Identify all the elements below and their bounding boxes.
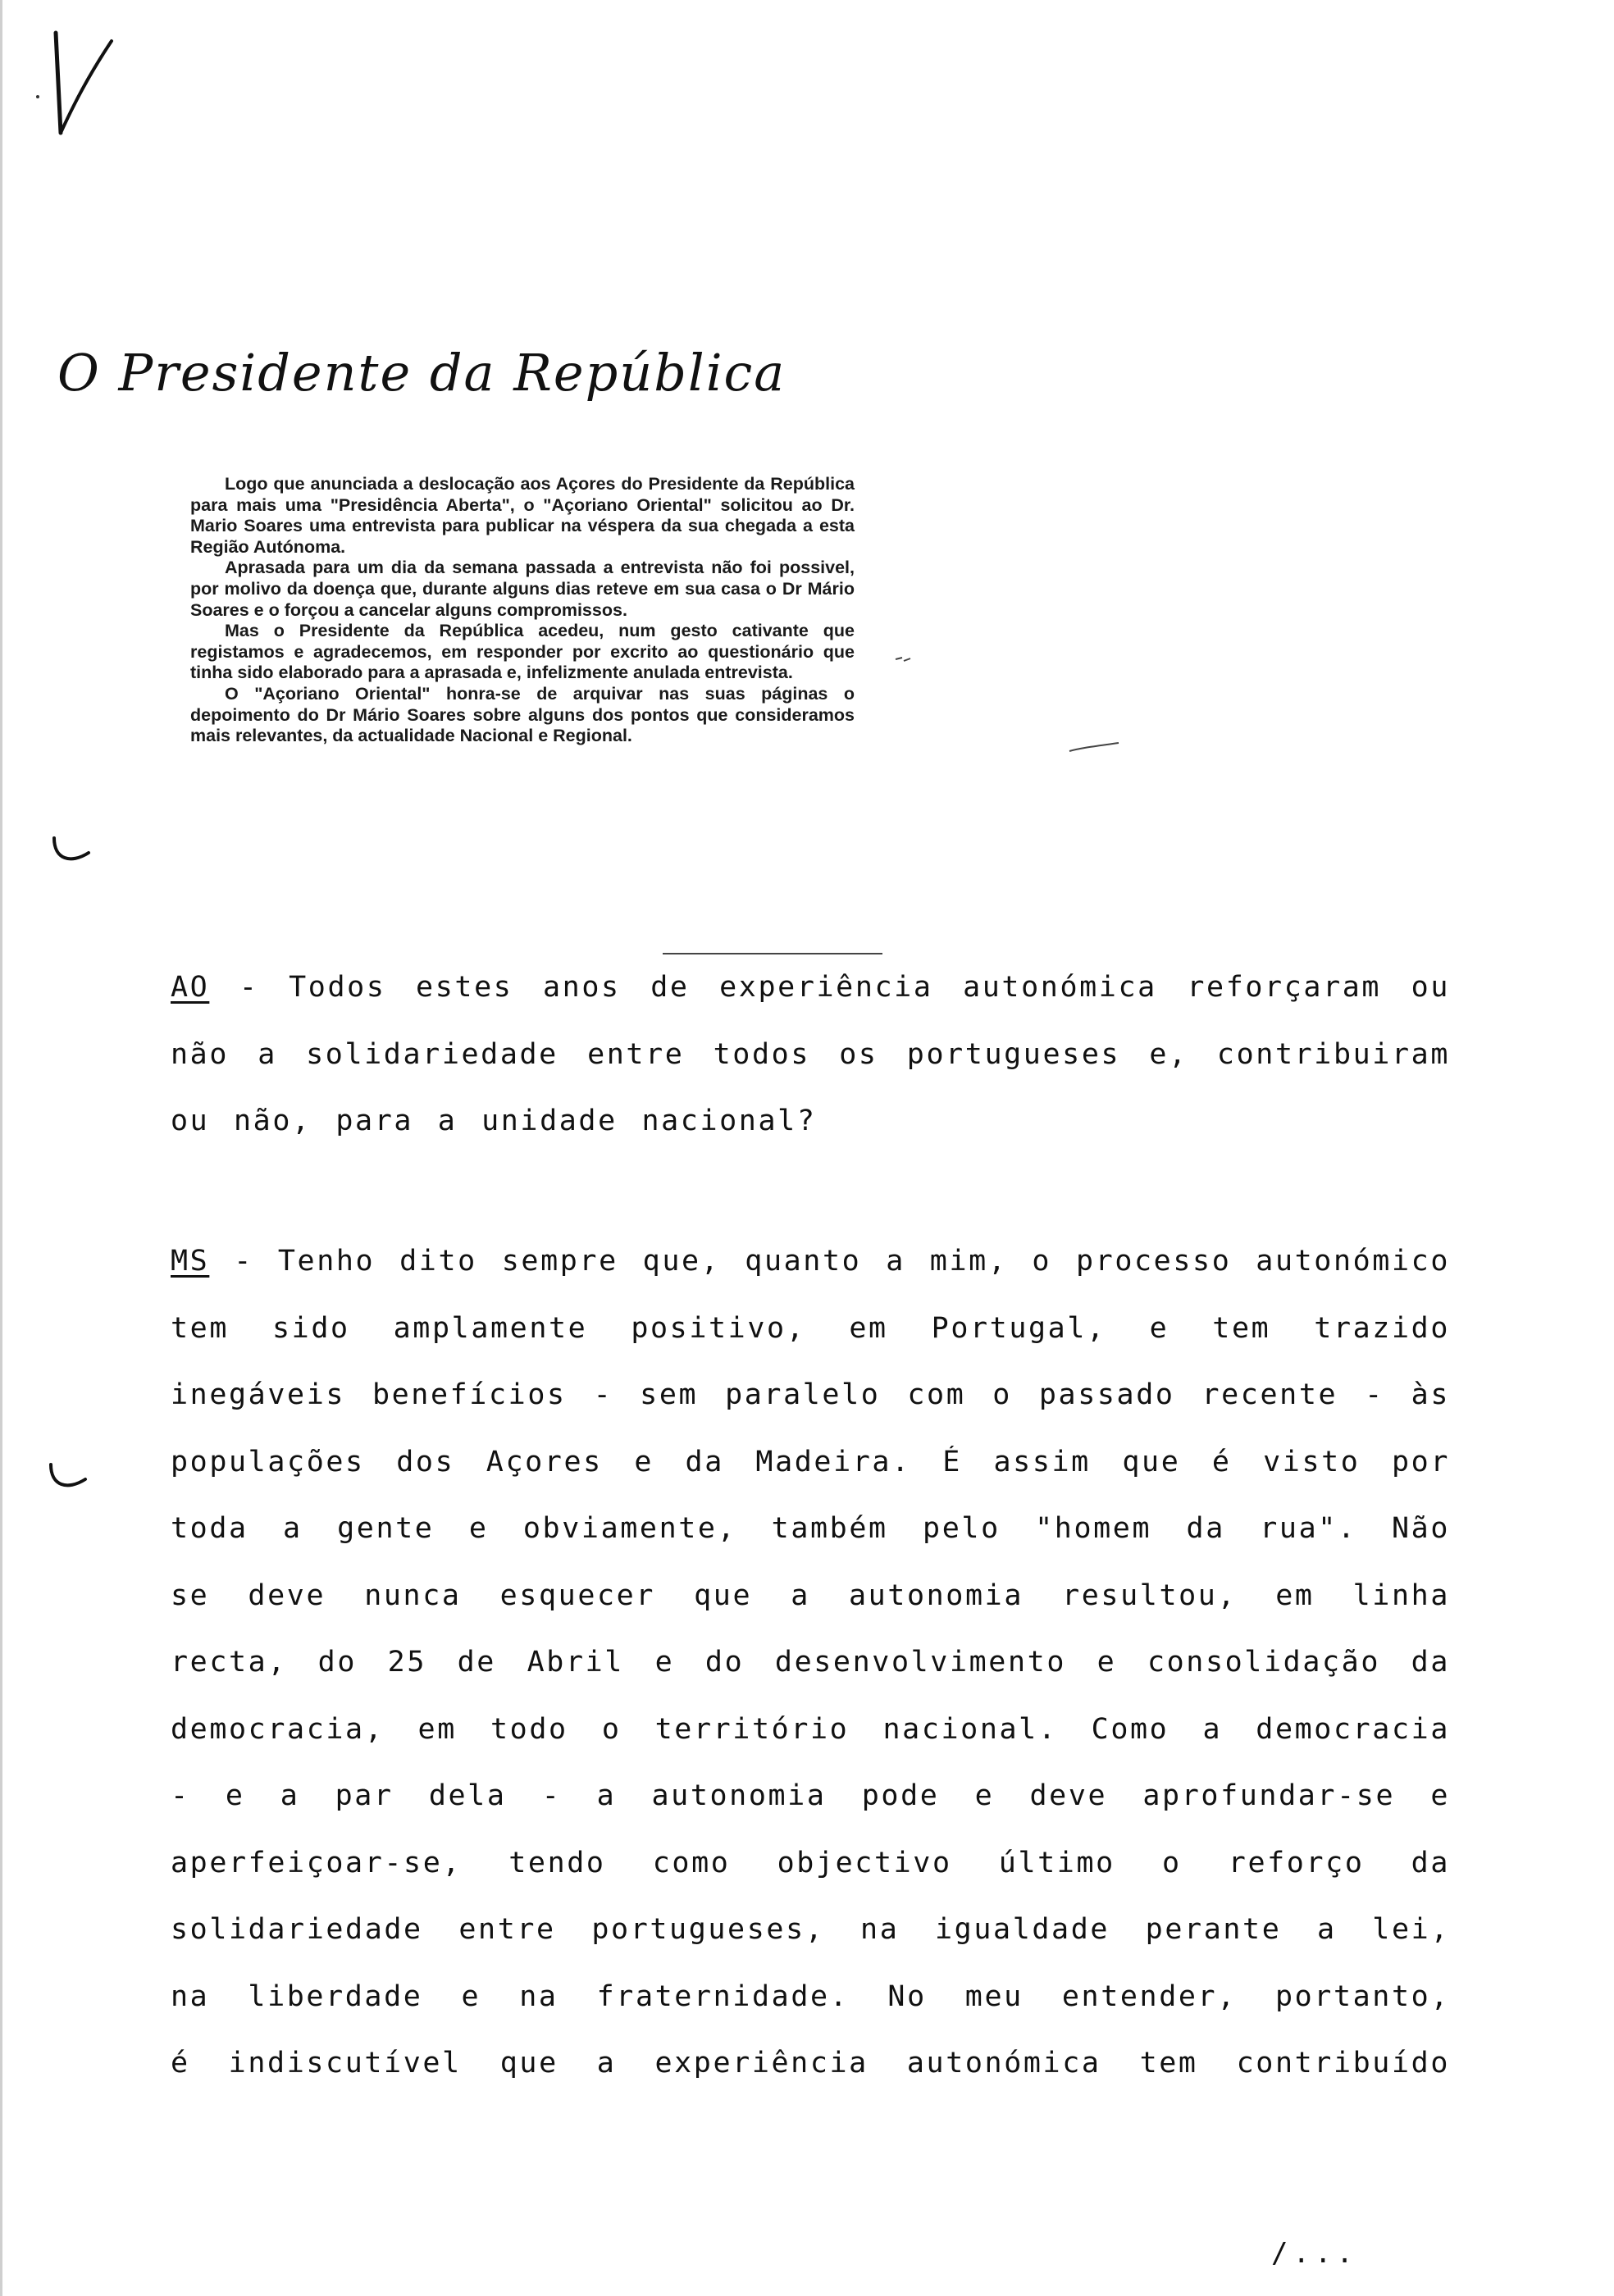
question-block <box>171 971 1450 1172</box>
margin-bracket-mark <box>49 835 92 868</box>
continuation-marker: /... <box>1271 2237 1358 2270</box>
scan-speck <box>1068 740 1122 754</box>
intro-paragraph: Mas o Presidente da República acedeu, num gesto cativante que registamos e agradecemos, em responder por excrito ao questionário que tinha sido elaborado para a aprasada e, infelizmente anulada entrevista. <box>190 621 855 683</box>
answer-line: tem sido amplamente positivo, em Portugal, e tem trazido <box>171 1311 1450 1345</box>
answer-line: é indiscutível que a experiência autonómica tem contribuído <box>171 2047 1450 2080</box>
handwritten-checkmark <box>33 18 123 141</box>
answer-line: aperfeiçoar-se, tendo como objectivo último o reforço da <box>171 1846 1450 1879</box>
answer-line: populações dos Açores e da Madeira. É assim que é visto por <box>171 1445 1450 1478</box>
answer-line: toda a gente e obviamente, também pelo "homem da rua". Não <box>171 1512 1450 1545</box>
answer-line: na liberdade e na fraternidade. No meu entender, portanto, <box>171 1979 1450 2013</box>
scan-speck <box>894 654 914 664</box>
answer-line: solidariedade entre portugueses, na igualdade perante a lei, <box>171 1913 1450 1946</box>
question-line: ou não, para a unidade nacional? <box>171 1105 817 1137</box>
answer-line: MS - Tenho dito sempre que, quanto a mim, o processo autonómico <box>171 1245 1450 1278</box>
answer-line: recta, do 25 de Abril e do desenvolvimento e consolidação da <box>171 1646 1450 1679</box>
intro-paragraph: Aprasada para um dia da semana passada a entrevista não foi possivel, por molivo da doença que, durante alguns dias reteve em sua casa o Dr Mário Soares e o forçou a cancelar alguns compromissos. <box>190 558 855 620</box>
answer-line: se deve nunca esquecer que a autonomia resultou, em linha <box>171 1578 1450 1612</box>
question-line: não a solidariedade entre todos os portugueses e, contribuiram <box>171 1037 1450 1071</box>
question-line: AO - Todos estes anos de experiência autonómica reforçaram ou <box>171 971 1450 1004</box>
intro-box <box>190 474 855 747</box>
speaker-label: AO <box>171 971 210 1004</box>
section-divider <box>663 953 882 954</box>
speaker-label: MS <box>171 1245 210 1278</box>
answer-block <box>171 1245 1450 2114</box>
answer-line: democracia, em todo o território nacional. Como a democracia <box>171 1712 1450 1746</box>
answer-line: - e a par dela - a autonomia pode e deve aprofundar-se e <box>171 1779 1450 1812</box>
answer-line: inegáveis benefícios - sem paralelo com o passado recente - às <box>171 1378 1450 1411</box>
letterhead-title: O Presidente da República <box>57 343 786 403</box>
intro-paragraph: O "Açoriano Oriental" honra-se de arquivar nas suas páginas o depoimento do Dr Mário Soares sobre alguns dos pontos que consideramos mais relevantes, da actualidade Nacional e Regional. <box>190 683 855 746</box>
margin-bracket-mark <box>46 1461 89 1494</box>
scan-edge <box>0 0 2 2296</box>
intro-paragraph: Logo que anunciada a deslocação aos Açores do Presidente da República para mais uma "Presidência Aberta", o "Açoriano Oriental" solicitou ao Dr. Mario Soares uma entrevista para publicar na véspera da sua chegada a esta Região Autónoma. <box>190 474 855 557</box>
